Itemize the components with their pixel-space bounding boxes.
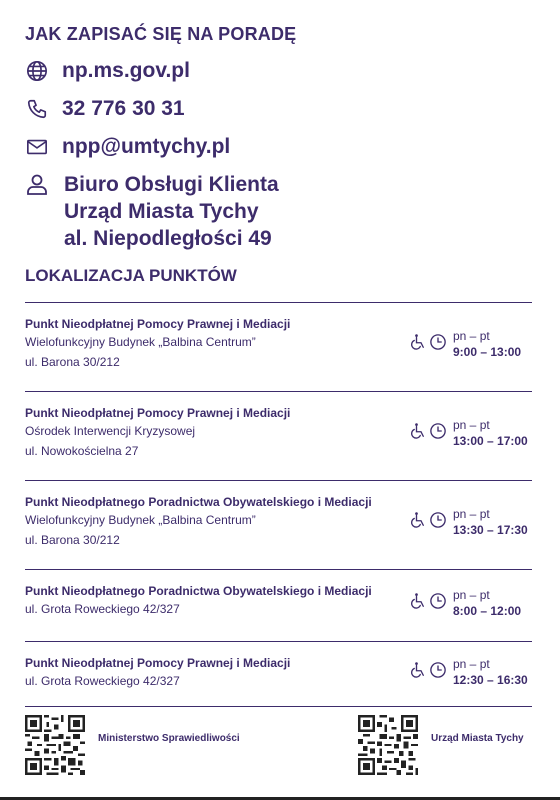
website-link[interactable]: np.ms.gov.pl: [62, 59, 190, 82]
mail-icon: [25, 135, 49, 159]
location-name: Punkt Nieodpłatnego Poradnictwa Obywatelskiego i Mediacji: [25, 495, 372, 509]
location-line: ul. Grota Roweckiego 42/327: [25, 674, 180, 688]
location-hours: 13:30 – 17:30: [453, 523, 528, 537]
qr-code-ministry[interactable]: [25, 715, 85, 775]
city-label: Urząd Miasta Tychy: [431, 733, 524, 744]
main-content: [25, 24, 532, 707]
globe-icon: [25, 59, 49, 83]
location-item: [25, 481, 532, 570]
clock-icon: [429, 511, 447, 534]
wheelchair-icon: [409, 661, 427, 684]
email-link[interactable]: npp@umtychy.pl: [62, 135, 231, 158]
office-line: al. Niepodległości 49: [64, 227, 272, 250]
footer: [25, 715, 535, 777]
wheelchair-icon: [409, 333, 427, 356]
location-line: ul. Nowokościelna 27: [25, 444, 139, 458]
location-item: [25, 642, 532, 707]
qr-code-city[interactable]: [358, 715, 418, 775]
clock-icon: [429, 661, 447, 684]
location-hours: 8:00 – 12:00: [453, 604, 522, 618]
clock-icon: [429, 422, 447, 445]
location-line: Wielofunkcyjny Budynek „Balbina Centrum”: [25, 335, 256, 349]
location-days: pn – pt: [453, 418, 490, 432]
office-address: [25, 171, 532, 252]
location-name: Punkt Nieodpłatnego Poradnictwa Obywatelskiego i Mediacji: [25, 584, 372, 598]
ministry-label: Ministerstwo Sprawiedliwości: [98, 733, 240, 744]
wheelchair-icon: [409, 592, 427, 615]
location-name: Punkt Nieodpłatnej Pomocy Prawnej i Mediacji: [25, 656, 291, 670]
location-item: [25, 570, 532, 642]
phone-row[interactable]: [25, 97, 532, 121]
location-hours: 12:30 – 16:30: [453, 673, 528, 687]
email-row[interactable]: [25, 135, 532, 159]
person-icon: [25, 173, 49, 197]
clock-icon: [429, 592, 447, 615]
location-hours: 13:00 – 17:00: [453, 434, 528, 448]
location-line: Ośrodek Interwencji Kryzysowej: [25, 424, 196, 438]
location-days: pn – pt: [453, 507, 490, 521]
wheelchair-icon: [409, 422, 427, 445]
location-line: ul. Grota Roweckiego 42/327: [25, 602, 180, 616]
location-name: Punkt Nieodpłatnej Pomocy Prawnej i Mediacji: [25, 406, 291, 420]
location-hours: 9:00 – 13:00: [453, 345, 522, 359]
location-item: [25, 392, 532, 481]
phone-number[interactable]: 32 776 30 31: [62, 97, 185, 120]
office-line: Urząd Miasta Tychy: [64, 200, 259, 223]
location-days: pn – pt: [453, 588, 490, 602]
location-line: ul. Barona 30/212: [25, 533, 120, 547]
page-title: JAK ZAPISAĆ SIĘ NA PORADĘ: [25, 24, 297, 44]
location-name: Punkt Nieodpłatnej Pomocy Prawnej i Mediacji: [25, 317, 291, 331]
locations-list: [25, 302, 532, 707]
wheelchair-icon: [409, 511, 427, 534]
location-line: Wielofunkcyjny Budynek „Balbina Centrum”: [25, 513, 256, 527]
location-item: [25, 303, 532, 392]
location-days: pn – pt: [453, 329, 490, 343]
office-line: Biuro Obsługi Klienta: [64, 173, 279, 196]
location-line: ul. Barona 30/212: [25, 355, 120, 369]
phone-icon: [25, 97, 49, 121]
website-row[interactable]: [25, 59, 532, 83]
clock-icon: [429, 333, 447, 356]
locations-heading: LOKALIZACJA PUNKTÓW: [25, 266, 237, 285]
location-days: pn – pt: [453, 657, 490, 671]
